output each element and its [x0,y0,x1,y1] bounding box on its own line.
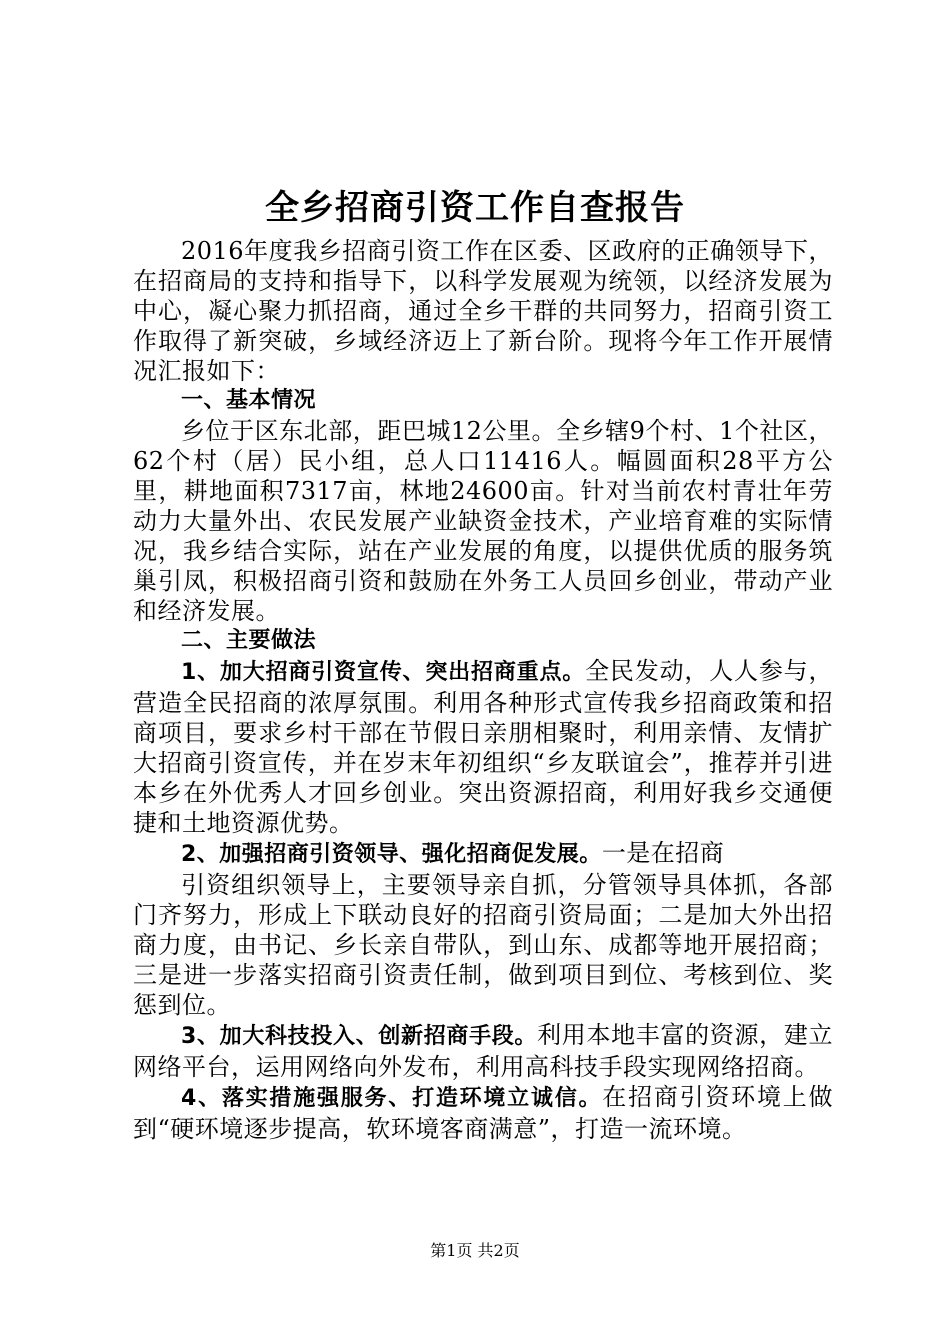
practice-item-3-text: 利用本地丰富的资源，建立网络平台，运用网络向外发布，利用高科技手段实现网络招商。 [133,1021,834,1081]
practice-item-2-lead: 2、加强招商引资领导、强化招商促发展。 [181,842,602,867]
practice-item-3 [133,1020,833,1082]
practice-item-2-continued: 引资组织领导上，主要领导亲自抓，分管领导具体抓，各部门齐努力，形成上下联动良好的招商引资局面；二是加大外出招商力度，由书记、乡长亲自带队，到山东、成都等地开展招商；三是进一步落实招商引资责任制，做到项目到位、考核到位、奖惩到位。 [133,871,833,1019]
practice-item-4 [133,1082,833,1144]
section-heading-basic-situation: 一、基本情况 [181,388,317,413]
document-title: 全乡招商引资工作自查报告 [265,188,685,228]
practice-item-2-text-a: 一是在招商 [601,839,725,867]
practice-item-3-lead: 3、加大科技投入、创新招商手段。 [181,1024,538,1049]
practice-item-4-lead: 4、落实措施强服务、打造环境立诚信。 [181,1086,603,1111]
section-paragraph-basic-situation: 乡位于区东北部，距巴城12公里。全乡辖9个村、1个社区，62个村（居）民小组，总人口11416人。幅圆面积28平方公里，耕地面积7317亩，林地24600亩。针对当前农村青壮年劳动力大量外出、农民发展产业缺资金技术，产业培育难的实际情况，我乡结合实际，站在产业发展的角度，以提供优质的服务筑巢引凤，积极招商引资和鼓励在外务工人员回乡创业，带动产业和经济发展。 [133,417,833,625]
practice-item-4-text: 在招商引资环境上做到“硬环境逐步提高，软环境客商满意”，打造一流环境。 [133,1083,834,1143]
section-heading-main-practices: 二、主要做法 [181,628,317,653]
practice-item-1-lead: 1、加大招商引资宣传、突出招商重点。 [181,660,586,685]
page-footer: 第1页 共2页 [430,1241,520,1260]
practice-item-2 [133,838,833,870]
intro-paragraph: 2016年度我乡招商引资工作在区委、区政府的正确领导下，在招商局的支持和指导下，以科学发展观为统领，以经济发展为中心，凝心聚力抓招商，通过全乡干群的共同努力，招商引资工作取得了新突破，乡域经济迈上了新台阶。现将今年工作开展情况汇报如下： [133,237,833,385]
practice-item-1 [133,656,833,838]
document-body [133,236,833,1144]
practice-item-1-text: 全民发动，人人参与，营造全民招商的浓厚氛围。利用各种形式宣传我乡招商政策和招商项目，要求乡村干部在节假日亲朋相聚时，利用亲情、友情扩大招商引资宣传，并在岁末年初组织“乡友联谊会”，推荐并引进本乡在外优秀人才回乡创业。突出资源招商，利用好我乡交通便捷和土地资源优势。 [133,657,834,837]
